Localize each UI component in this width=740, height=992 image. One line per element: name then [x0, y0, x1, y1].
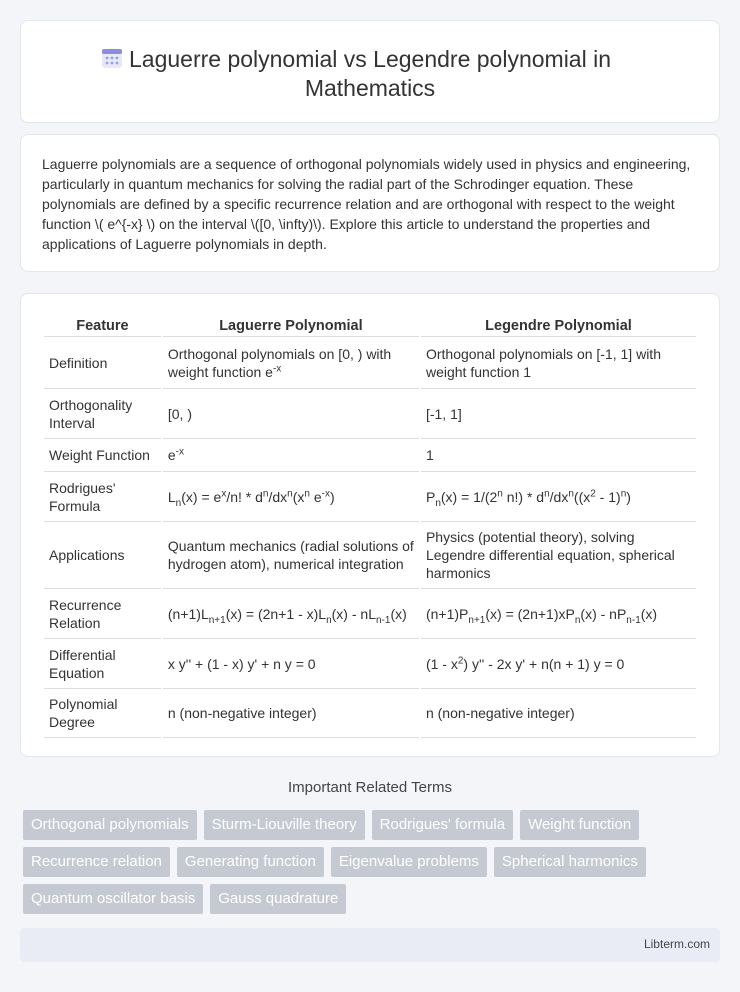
footer: [20, 928, 720, 962]
cell-feature: Applications: [44, 522, 161, 589]
page-title: Laguerre polynomial vs Legendre polynomial in Mathematics: [128, 46, 611, 101]
comparison-table-card: [20, 293, 720, 757]
cell-laguerre: $(n+1)L_{n+1}(x) = (2n+1 - x)L_n(x) - nL_{n-1}(x)$: [163, 589, 419, 639]
comparison-table: [42, 315, 698, 738]
related-term-tag[interactable]: Gauss quadrature: [210, 884, 346, 914]
intro-paragraph: Laguerre polynomials are a sequence of orthogonal polynomials widely used in physics and engineering, particularly in quantum mechanics for solving the radial part of the Schrodinger equation. These polynomials are defined by a specific recurrence relation and are orthogonal with respect to the weight function \( e^{-x} \) on the interval \([0, \infty)\). Explore this article to understand the properties and applications of Laguerre polynomials in depth.: [42, 156, 691, 252]
cell-laguerre: x y'' + (1 - x) y' + n y = 0: [163, 639, 419, 689]
table-row: [44, 522, 696, 589]
table-row: [44, 472, 696, 522]
intro-card: [20, 134, 720, 272]
cell-feature: Rodrigues' Formula: [44, 472, 161, 522]
related-terms-list: [23, 810, 703, 914]
table-row: [44, 589, 696, 639]
cell-legendre: n (non-negative integer): [421, 689, 696, 738]
related-term-tag[interactable]: Sturm-Liouville theory: [204, 810, 365, 840]
table-row: [44, 337, 696, 389]
header-laguerre: Laguerre Polynomial: [163, 315, 419, 337]
cell-feature: Definition: [44, 337, 161, 389]
related-term-tag[interactable]: Recurrence relation: [23, 847, 170, 877]
related-term-tag[interactable]: Weight function: [520, 810, 639, 840]
table-row: [44, 439, 696, 472]
cell-legendre: [-1, 1]: [421, 389, 696, 439]
cell-laguerre: $L_n(x) = e^x/n$! * $d^n/dx^n(x^n$ $e^{-x}$): [163, 472, 419, 522]
cell-laguerre: $e^{-x}$: [163, 439, 419, 472]
cell-feature: Polynomial Degree: [44, 689, 161, 738]
related-term-tag[interactable]: Generating function: [177, 847, 324, 877]
cell-legendre: $(n+1)P_{n+1}(x) = (2n+1)xP_n(x) - nP_{n-1}(x)$: [421, 589, 696, 639]
cell-legendre: 1: [421, 439, 696, 472]
table-row: [44, 689, 696, 738]
table-row: [44, 639, 696, 689]
cell-feature: Weight Function: [44, 439, 161, 472]
header-feature: Feature: [44, 315, 161, 337]
cell-legendre: Orthogonal polynomials on [-1, 1] with weight function 1: [421, 337, 696, 389]
cell-laguerre: Orthogonal polynomials on [0, ) with weight function $e^{-x}$: [163, 337, 419, 389]
table-header-row: [44, 315, 696, 337]
related-terms-heading: Important Related Terms: [288, 779, 452, 796]
related-term-tag[interactable]: Spherical harmonics: [494, 847, 646, 877]
cell-laguerre: n (non-negative integer): [163, 689, 419, 738]
table-row: [44, 389, 696, 439]
cell-laguerre: Quantum mechanics (radial solutions of hydrogen atom), numerical integration: [163, 522, 419, 589]
cell-feature: Differential Equation: [44, 639, 161, 689]
related-term-tag[interactable]: Quantum oscillator basis: [23, 884, 203, 914]
cell-legendre: $P_n(x) = 1/(2^n$ $n!) * d^n/dx^n((x^2 - 1)^n)$: [421, 472, 696, 522]
cell-legendre: Physics (potential theory), solving Legendre differential equation, spherical harmonics: [421, 522, 696, 589]
title-card: [20, 20, 720, 123]
related-term-tag[interactable]: Rodrigues' formula: [372, 810, 513, 840]
cell-feature: Recurrence Relation: [44, 589, 161, 639]
related-term-tag[interactable]: Orthogonal polynomials: [23, 810, 197, 840]
footer-site-link[interactable]: Libterm.com: [643, 937, 710, 951]
related-term-tag[interactable]: Eigenvalue problems: [331, 847, 487, 877]
header-legendre: Legendre Polynomial: [421, 315, 696, 337]
cell-legendre: $(1 - x^2)$ y'' - 2x y' + n(n + 1) y = 0: [421, 639, 696, 689]
cell-laguerre: [0, ): [163, 389, 419, 439]
cell-feature: Orthogonality Interval: [44, 389, 161, 439]
